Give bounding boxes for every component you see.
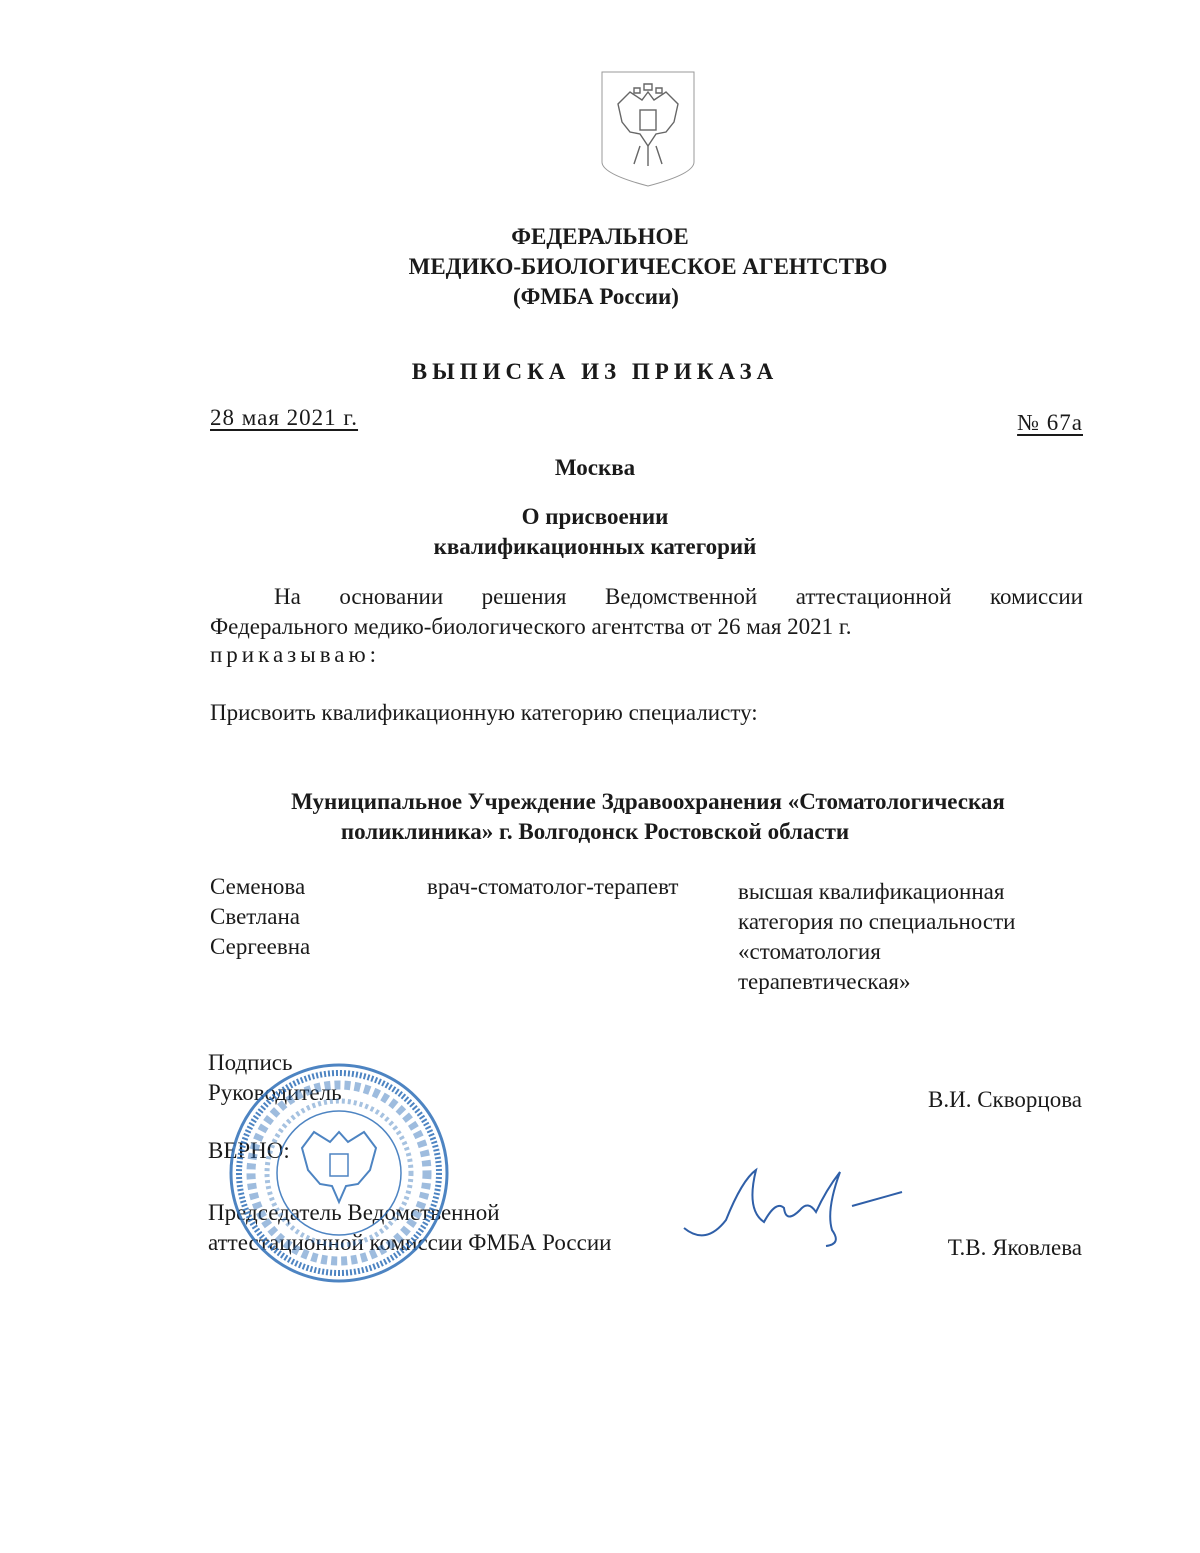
official-stamp	[228, 1062, 450, 1284]
chair-line1: Председатель Ведомственной	[208, 1200, 500, 1225]
body-line3: приказываю:	[210, 642, 381, 667]
specialist-patronymic: Сергеевна	[210, 934, 311, 959]
head-label: Руководитель	[208, 1080, 342, 1105]
order-date: 28 мая 2021 г.	[210, 405, 359, 430]
category-line1: высшая квалификационная	[738, 879, 1005, 904]
body-line1: На основании решения Ведомственной аттестационной комиссии	[274, 584, 1083, 609]
subject-line2: квалификационных категорий	[433, 534, 757, 559]
sign-label: Подпись	[208, 1050, 293, 1075]
order-number: № 67а	[1017, 410, 1083, 435]
chair-line2: аттестационной комиссии ФМБА России	[208, 1230, 612, 1255]
coat-of-arms-icon	[600, 70, 696, 188]
city: Москва	[554, 455, 636, 480]
body-line2: Федерального медико-биологического агентства от 26 мая 2021 г.	[210, 614, 852, 639]
specialist-first-name: Светлана	[210, 904, 300, 929]
document-title: ВЫПИСКА ИЗ ПРИКАЗА	[411, 359, 779, 384]
specialist-position: врач-стоматолог-терапевт	[427, 874, 679, 899]
head-name: В.И. Скворцова	[928, 1087, 1082, 1112]
category-line2: категория по специальности	[738, 909, 1016, 934]
organization-line1: Муниципальное Учреждение Здравоохранения «Стоматологическая	[291, 789, 1005, 814]
organization-line2: поликлиника» г. Волгодонск Ростовской области	[340, 819, 850, 844]
agency-name-line1: ФЕДЕРАЛЬНОЕ	[511, 224, 689, 249]
category-line4: терапевтическая»	[738, 969, 911, 994]
agency-name-line3: (ФМБА России)	[513, 284, 679, 309]
specialist-surname: Семенова	[210, 874, 306, 899]
agency-name-line2: МЕДИКО-БИОЛОГИЧЕСКОЕ АГЕНТСТВО	[408, 254, 888, 279]
verified-label: ВЕРНО:	[208, 1138, 290, 1163]
assign-text: Присвоить квалификационную категорию специалисту:	[210, 700, 758, 725]
category-line3: «стоматология	[738, 939, 881, 964]
handwritten-signature	[676, 1150, 916, 1260]
subject-line1: О присвоении	[521, 504, 669, 529]
chair-name: Т.В. Яковлева	[947, 1235, 1082, 1260]
